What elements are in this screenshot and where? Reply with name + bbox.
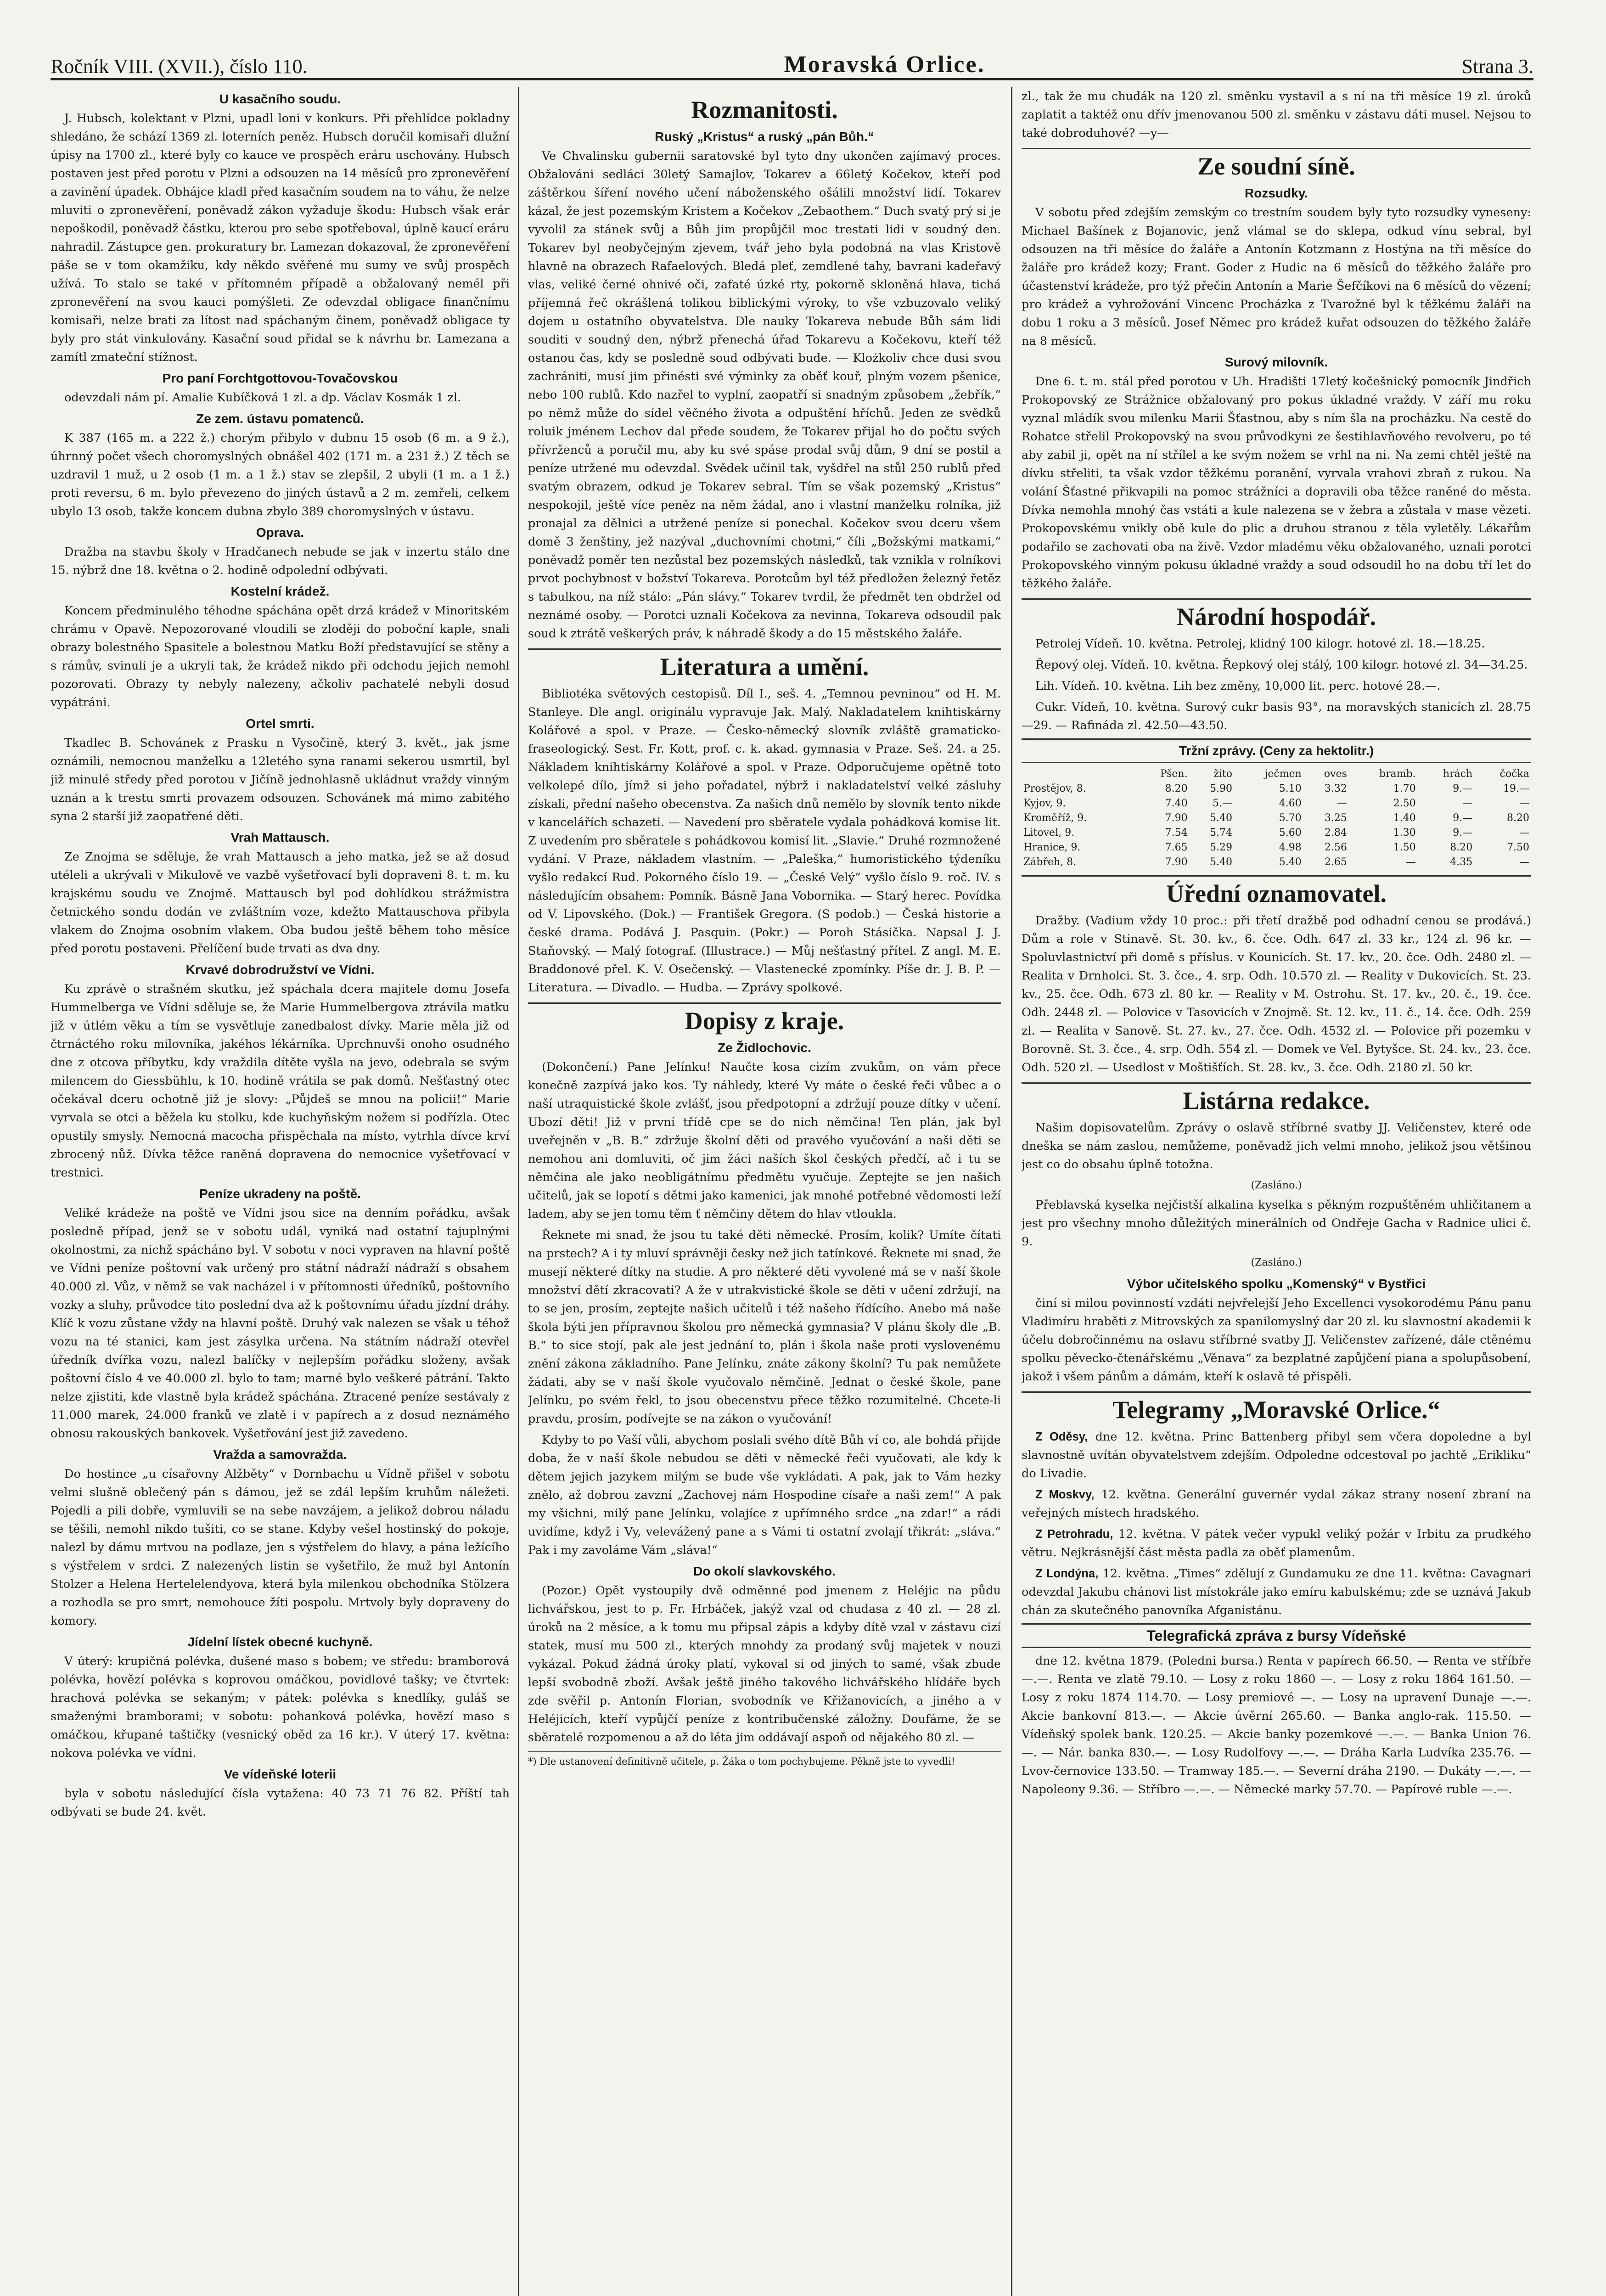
- market-column-header: [1022, 767, 1136, 782]
- table-cell: 2.65: [1324, 856, 1347, 868]
- table-row: [1022, 855, 1531, 870]
- article-heading: Oprava.: [256, 525, 304, 540]
- table-cell: —: [1462, 798, 1473, 809]
- page-number: Strana 3.: [1461, 55, 1533, 78]
- section-heading: Listárna redakce.: [1022, 1082, 1531, 1115]
- market-prices-table: [1022, 767, 1531, 870]
- section-heading: Literatura a umění.: [528, 648, 1001, 681]
- table-cell: 3.25: [1324, 812, 1347, 824]
- article-body: odevzdali nám pí. Amalie Kubíčková 1 zl. a dp. Václav Kosmák 1 zl.: [64, 391, 461, 405]
- article-body: Dne 6. t. m. stál před porotou v Uh. Hradišti 17letý kočešnický pomocník Jindřich Prokopovský ze Strážnice obžalovaný pro pokus úkladné vraždy. V září mu roku vyznal mládík svou milenku Marii Šťastnou, aby s ním šla na procházku. Na cestě do Rohatce střelil Prokopovský na svou průvodkyni ze šestihlavňového revolveru, po té aby zabil ji, opět na ní střílel a ke svým nožem se vrhl na ni. Na zemi chtěl ještě na dívku střeliti, ta však vzdor těžkému poranění, vyrvala vrahovi zbraň z rukou. Na volání Šťastné přikvapili na pomoc strážníci a dopravili oba těžce raněné do města. Dívka nemohla mnohý čas vstáti a kule nalezena se v žebra a zůstala v mase vězeti. Prokopovskému vnikly obě kule do plic a druhou stranou z těla vyletěly. Lékařům podařilo se zachovati oba na živě. Vzdor mladému věku obžalovaného, uznali porotci Prokopovského vinným pokusu úkladné vraždy a soud odsoudil ho na dobu tří let do těžkého žaláře.: [1022, 375, 1531, 591]
- column-rule: [1011, 87, 1012, 2296]
- table-cell: 9.—: [1453, 812, 1473, 824]
- table-cell: 5.40: [1210, 856, 1232, 868]
- table-cell: 5.40: [1279, 856, 1302, 868]
- telegram-text: dne 12. května. Princ Battenberg přibyl sem včera dopoledne a byl slavnostně uvítán obyvatelstvem zdejším. Odpoledne odcestoval po jachtě „Erikliku“ do Livadie.: [1022, 1430, 1531, 1480]
- article-body: byla v sobotu následující čísla vytažena: 40 73 71 76 82. Příští tah odbývati se bude 24. květ.: [51, 1787, 510, 1819]
- article-heading: Pro paní Forchtgottovou-Tovačovskou: [162, 371, 398, 385]
- article-heading: Vražda a samovražda.: [213, 1447, 347, 1462]
- article-body: Ku zprávě o strašném skutku, jež spáchala dcera majitele domu Josefa Hummelberga ve Vídni sděluje se, že Marie Hummelbergova ztrávila matku již v útlém věku a tím se vysvětluje zanedbalost dívky. Marie měla již od čtrnáctého roku milovníka, jakéhos lékárníka. Uprchnuvši onoho osudného dne z otcova příbytku, kdy vraždila dítěte vyšla na jevo, odebrala se svým milencem do Giessbühlu, k 10. hodině vrátila se pak domů. Nešťastný otec očekával dceru ochotně již je slovy: „Půjdeš se mnou na policii!“ Marie vyrvala se otci a běžela ku stolku, kde kuchyňským nožem si podřízla. Otec opustily smysly. Nemocná macocha přispěchala na místo, vytrhla dívce krví zbrocený nůž. Dívka těžce raněná dopravena do nemocnice vyšetřovací v trestnici.: [51, 982, 510, 1180]
- table-cell: 5.—: [1212, 798, 1232, 809]
- telegram-origin: Z Oděsy,: [1035, 1430, 1088, 1443]
- market-column-header: ječmen: [1264, 768, 1302, 780]
- article-body: dne 12. května 1879. (Poledni bursa.) Renta v papírech 66.50. — Renta ve stříbře —.—. Renta ve zlatě 79.10. — Losy z roku 1860 —. — Losy z roku 1864 161.50. — Losy z roku 1874 114.70. — Losy premiové —. — Losy na upravení Dunaje —.—. Akcie bankovní 813.—. — Akcie úvěrní 265.60. — Banka anglo-rak. 115.50. — Vídeňský spolek bank. 120.25. — Akcie banky pozemkové —.—. — Banka Union 76.—. — Nár. banka 830.—. — Losy Rudolfovy —.—. — Dráha Karla Ludvíka 235.76. — Lvov-černovice 133.50. — Tramway 185.—. — Severní dráha 2190. — Dukáty —.—. — Napoleony 9.36. — Stříbro —.—. — Německé marky 57.70. — Papírové ruble —.—.: [1022, 1654, 1531, 1796]
- article-heading: Výbor učitelského spolku „Komenský“ v Bystřici: [1127, 1277, 1426, 1291]
- article-heading: Ve vídeňské loterii: [224, 1767, 337, 1781]
- table-row: [1022, 811, 1531, 826]
- market-column-header: hrách: [1443, 768, 1473, 780]
- table-cell: 9.—: [1453, 827, 1473, 838]
- article-heading: Kostelní krádež.: [230, 584, 330, 598]
- article-heading: Ze zem. ústavu pomatenců.: [196, 411, 364, 426]
- market-column-header: Pšen.: [1160, 768, 1188, 780]
- page-header: [51, 41, 1533, 80]
- section-heading: Telegramy „Moravské Orlice.“: [1022, 1391, 1531, 1424]
- table-cell: 4.98: [1279, 842, 1302, 853]
- telegram: [1022, 1525, 1531, 1562]
- table-row: [1022, 840, 1531, 855]
- article-body: činí si milou povinností vzdáti nejvřelejší Jeho Excellenci vysokorodému Pánu panu Vladimíru hraběti z Mitrovských za spanilomyslný dar 20 zl. ku slavnostní akademii k účelu dobročinnému na oslavu stříbrné svatby JJ. Veličenstev zařízené, dále ctěnému spolku pěvecko-čtenářskému „Věnava“ za bezplatné zapůjčení piana a spolupůsobení, jakož i všem pánům a dámám, kteří k oslavě té přispěli.: [1022, 1296, 1531, 1384]
- table-cell: 5.90: [1210, 783, 1232, 794]
- table-cell: 5.29: [1210, 842, 1232, 853]
- article-heading: Vrah Mattausch.: [230, 830, 330, 844]
- telegram-text: 12. května. „Times“ zdělují z Gundamuku ze dne 11. května: Cavagnari odevzdal Jakubu chánovi list místokrále jako emíru kabulskému; zde se uznává Jakub chán za skutečného panovníka Afganistánu.: [1022, 1567, 1531, 1617]
- article-heading: U kasačního soudu.: [219, 92, 341, 106]
- article-heading: Ruský „Kristus“ a ruský „pán Bůh.“: [655, 129, 874, 144]
- telegram-text: 12. května. V pátek večer vypukl veliký požár v Irbitu za prudkého větru. Nejkrásnější část města padla za oběť plamenům.: [1022, 1527, 1531, 1559]
- table-cell: 5.10: [1279, 783, 1302, 794]
- article-heading: Do okolí slavkovského.: [693, 1564, 836, 1578]
- table-cell: 7.90: [1165, 812, 1188, 824]
- article-heading: Ze Židlochovic.: [718, 1041, 811, 1055]
- table-cell: 8.20: [1450, 842, 1473, 853]
- article-body: Ze Znojma se sděluje, že vrah Mattausch a jeho matka, jež se až dosud utéleli a ukrývali v Mikulově ve vazbě vyšetřovací byli dopraveni 8. t. m. ku krajskému soudu ve Znojmě. Mattausch byl pod dohlídkou strážmistra četnického sondu dodán ve zvláštním voze, kdežto Mattauschova přibyla vlakem do Znojma osobním vlakem. Oba budou ještě během toho měsíce před porotu postaveni. Přelíčení bude trvati as dva dny.: [51, 850, 510, 956]
- table-cell: 7.65: [1165, 842, 1188, 853]
- table-cell: 1.30: [1393, 827, 1416, 838]
- telegram-origin: Z Londýna,: [1035, 1567, 1099, 1580]
- telegram: [1022, 1428, 1531, 1483]
- market-column-header: bramb.: [1379, 768, 1416, 780]
- article-body: Petrolej Vídeň. 10. května. Petrolej, klidný 100 kilogr. hotové zl. 18.—18.25.: [1035, 637, 1485, 651]
- article-body: V úterý: krupičná polévka, dušené maso s bobem; ve středu: bramborová polévka, hovězí polévka s koprovou omáčkou, povidlové tašky; ve čtvrtek: hrachová polévka se sekaným; v pátek: polévka s knedlíky, guláš se smaženými bramborami; v sobotu: pohanková polévka, hovězí maso s omáčkou, křupané taštičky (vesnický oběd za 16 kr.). V úterý 17. května: nokova polévka ve vídni.: [51, 1654, 510, 1760]
- column-rule: [518, 87, 519, 2296]
- table-cell: 2.50: [1393, 798, 1416, 809]
- table-cell: 2.84: [1324, 827, 1347, 838]
- article-body: Bibliotéka světových cestopisů. Díl I., seš. 4. „Temnou pevninou“ od H. M. Stanleye. Dle angl. originálu vypravuje Jak. Malý. Nakladatelem knihtiskárny Kolářové a spol. v Praze. — Česko-německý slovník zvláště gramaticko-fraseologický. Sest. Fr. Kott, prof. c. k. akad. gymnasia v Praze. Seš. 24. a 25. Nákladem knihtiskárny Kolářové a spol. v Praze. Odporučujeme opětně toto velkolepé dílo, jímž si jeho pořadatel, nýbrž i nakladatelství velké zásluhy získali, přední našeho obecenstva. Za našich dnů nemělo by slovník tento nikde v kancelářích schazeti. — Navedení pro sběratele vydala pohádková komise lit. Z uvedením pro sběratele s pohádkovou komisí lit. „Slavie.“ Druhé rozmnožené vydání. V Praze, nákladem vlastním. — „Paleška,“ humoristického týdeníku vyšlo redakcí Rud. Pokorného číslo 19. — „České Velý“ vyšlo číslo 9. roč. IV. s následujícím obsahem: Pomník. Básně Jana Vobornika. — Starý herec. Povídka od V. Lipovského. (Dok.) — František Gregora. (S podob.) — Česká historie a české drama. Podává J. Pasquin. (Pokr.) — Poroh Stásička. Napsal J. J. Staňovský. — Malý fotograf. (Illustrace.) — Můj nešťastný přítel. Z angl. M. E. Braddonové přel. K. V. Osečenský. — Vlastenecké zpomínky. Píše dr. J. B. P. — Literatura. — Divadlo. — Hudba. — Zprávy spolkové.: [528, 687, 1001, 995]
- market-column-header: žito: [1213, 768, 1232, 780]
- article-heading: Ortel smrti.: [246, 716, 314, 731]
- article-body: Cukr. Vídeň, 10. května. Surový cukr basis 93°, na moravských stanicích zl. 28.75—29. — Rafináda zl. 42.50—43.50.: [1022, 700, 1531, 732]
- table-cell: —: [1336, 798, 1347, 809]
- table-cell: 7.54: [1165, 827, 1188, 838]
- table-cell: —: [1405, 856, 1416, 868]
- issue-info: Ročník VIII. (XVII.), číslo 110.: [51, 55, 308, 78]
- masthead-title: Moravská Orlice.: [784, 51, 985, 78]
- article-heading: Peníze ukradeny na poště.: [199, 1187, 361, 1201]
- table-cell: Kroměříž, 9.: [1023, 812, 1087, 824]
- telegram: [1022, 1564, 1531, 1620]
- telegram-origin: Z Petrohradu,: [1035, 1528, 1113, 1541]
- table-cell: 7.50: [1507, 842, 1529, 853]
- table-row: [1022, 826, 1531, 840]
- market-column-header: čočka: [1499, 768, 1529, 780]
- section-heading: Telegrafická zpráva z bursy Vídeňské: [1022, 1623, 1531, 1648]
- table-cell: Zábřeh, 8.: [1023, 856, 1077, 868]
- table-cell: 1.40: [1393, 812, 1416, 824]
- table-cell: 1.70: [1393, 783, 1416, 794]
- article-body: J. Hubsch, kolektant v Plzni, upadl loni v konkurs. Při přehlídce pokladny shledáno, že schází 1369 zl. loterních peněz. Hubsch doručil komisaři dlužní úpisy na 1700 zl., které byly co kauce ve prospěch eráru uschovány. Hubsch postaven jest před porotu v Plzni a odsouzen na 14 měsíců pro zpronevěření a zavinění úpadek. Obhájce kladl před kasačním soudem na to váhu, že nelze mluviti o zpronevěření, poněvadž zákon vyžaduje škodu: Hubsch však erár nepoškodil, poněvadž částku, kterou pro sebe spotřeboval, úplně kaucí eráru nahradil. Zástupce gen. prokuratury br. Lamezan dokazoval, že zpronevěření páše se v tom okamžiku, kdy někdo svěřené mu sumy ve svůj prospěch užívá. To stalo se také v přítomném případě a obžalovaný nemél při zpronevěření na svou kauci pomýšleti. Ze odevzdal obligace finančnímu komisaři, nelze brati za lítost nad spáchaným činem, poněvadž obligace ty byly pro stát vinkulovány. Kasační soud přidal se k návrhu br. Lamezana a zamítl zmateční stížnost.: [51, 112, 510, 364]
- column-3: [1022, 87, 1531, 2296]
- column-1: [51, 87, 510, 2296]
- table-cell: Litovel, 9.: [1023, 827, 1075, 838]
- article-heading: Krvavé dobrodružství ve Vídni.: [185, 962, 375, 977]
- section-heading: Úřední oznamovatel.: [1022, 875, 1531, 908]
- article-body: zl., tak že mu chudák na 120 zl. směnku vystavil a s ní na tři měsíce 19 zl. úroků zaplatit a taktéž onu dřív jmenovanou 500 zl. směnku v zástavu dáti musel. Nejsou to také dobroduhové? —y—: [1022, 90, 1531, 140]
- table-cell: 3.32: [1324, 783, 1347, 794]
- article-body: V sobotu před zdejším zemským co trestním soudem byly tyto rozsudky vyneseny: Michael Bašínek z Bojanovic, jenž vlámal se do sklepa, odkud vínu sebral, byl odsouzen na tři měsíce do žaláře a Antonín Kotzmann z Hostýna na tři měsíce do žaláře pro krádež kozy; Frant. Goder z Hudic na 6 měsíců do těžkého žaláře pro účastenství krádeže, pro týž přečin Antonín a Marie Šefčíkovi na 6 měsíců do vězení; pro krádež a vyhrožování Vincenc Procházka z Tvarožné byl k těžkému žaláři na dobu 1 roku a 3 měsíců. Josef Němec pro krádež kuřat odsouzen do těžkého žaláře na 8 měsíců.: [1022, 206, 1531, 348]
- article-body: K 387 (165 m. a 222 ž.) chorým přibylo v dubnu 15 osob (6 m. a 9 ž.), úhrnný počet všech choromyslných obnášel 402 (171 m. a 231 ž.) Z těch se uzdravil 1 muž, u 2 osob (1 m. a 1 ž.) stav se zlepšil, 2 ubyli (1 m. a 1 ž.) proti reversu, 6 m. bylo převezeno do jiných ústavů a 2 m. zemřeli, celkem ubylo 13 osob, takže koncem dubna zbylo 389 choromyslných v ústavu.: [51, 431, 510, 518]
- table-cell: 19.—: [1503, 783, 1529, 794]
- telegram: [1022, 1486, 1531, 1522]
- table-cell: Prostějov, 8.: [1023, 783, 1086, 794]
- market-column-header: oves: [1324, 768, 1347, 780]
- article-body: Kdyby to po Vaší vůli, abychom poslali svého dítě Bůh ví co, ale bohdá přijde doba, že v naší škole nebudou se děti v německé řeči vyučovati, ale kdy k dětem jejich jazykem milým se bude vše vykládati. A pak, jak to Vám hezky znělo, až dobrou zavzní „Zachovej nám Hospodine císaře a naši zem!“ A pak my všichni, milý pane Jelínku, volajíce z upřímného srdce „na zdar!“ a rádi uvidíme, když i Vy, velevážený pane a s Vámi ti ostatní zvolají třikrát: „sláva.“ Pak i my zavoláme Vám „sláva!“: [528, 1433, 1001, 1557]
- table-cell: Kyjov, 9.: [1023, 798, 1066, 809]
- article-body: Do hostince „u císařovny Alžběty“ v Dornbachu u Vídně přišel v sobotu velmi slušně oblečený pán s dámou, jež se zdál lepším kruhům náležeti. Pojedli a pili dobře, vymluvili se na sebe navzájem, a jelikož dobrou náladu se těšili, nemohl nikdo tušiti, co se stane. Kdyby vešel hostinský do pokoje, nalezl by dámu mrtvou na podlaze, jen s výstřelem do hlavy, a pána ležícího s výstřelem v srdci. Z nalezených listin se vyšetřilo, že muž byl Antonín Stolzer a Helena Hertelelendyova, která byla milenkou obchodníka Stölzera a rozhodla se pro smrt, nemohouce žíti pospolu. Mrtvoly byly dopraveny do komory.: [51, 1467, 510, 1628]
- table-cell: —: [1519, 827, 1529, 838]
- table-cell: 8.20: [1165, 783, 1188, 794]
- table-cell: 5.40: [1210, 812, 1232, 824]
- table-cell: 7.40: [1165, 798, 1188, 809]
- table-cell: 8.20: [1507, 812, 1529, 824]
- column-2: [528, 87, 1001, 2296]
- section-heading: Ze soudní síně.: [1022, 148, 1531, 180]
- article-body: (Pozor.) Opět vystoupily dvě odměnné pod jmenem z Heléjic na půdu lichvářskou, jest to p. Fr. Hrbáček, jakýž vzal od chudasa z 40 zl. — 28 zl. úroků na 2 měsíce, a k tomu mu připsal zápis a kdyby dítě vzal v zástavu cizí statek, musí mu 500 zl., kterých mnohdy za prodaný svůj majetek v nouzi vykázal. Pokud žádná úroky platí, vykoval si od jiných to samé, však zbude lepší svobodně zboží. Avšak ještě jiného takového lichvářského hlídáře bych zde svěřil p. Antonín Florian, svobodník ve Křižanovicích, a jiného a v Heléjicích, kteří vypůjčí peníze z kontribučenské záložny. Doufáme, že se sběratelé rozpomenou a až do léta jim oddávají aspoň od nějakého 80 zl. —: [528, 1584, 1001, 1745]
- table-cell: Hranice, 9.: [1023, 842, 1081, 853]
- telegram-origin: Z Moskvy,: [1035, 1488, 1095, 1501]
- table-cell: —: [1519, 798, 1529, 809]
- table-row: [1022, 782, 1531, 796]
- section-heading: Dopisy z kraje.: [528, 1002, 1001, 1035]
- table-cell: 4.60: [1279, 798, 1302, 809]
- article-body: Ve Chvalinsku gubernii saratovské byl tyto dny ukončen zajímavý proces. Obžalováni sedláci 30letý Samajlov, Tokarev a 66letý Kočekov, kteří pod záštěrkou šíření nového učení náboženského ošálili množství lidí. Tokarev kázal, že jest pozemským Kristem a Kočekov „Zebaothem.“ Duch svatý prý si je vyvolil za stánek svůj a Bůh jim propůjčil moc trestati lidi v soudný den. Tokarev byl neobyčejným zjevem, tvář jeho byla podobná na vlas Kristově hlavně na obrazech Rafaelových. Bledá pleť, zemdlené tahy, bavrani kadeřavý vlas, veliké černé ohnivé oči, zafaté úzké rty, pokorně skloněná hlava, tichá příjemná řeč okrášlená tolikou biblickými výroky, to vše vzbuzovalo veliký dojem u ostatního obyvatelstva. Dle nauky Tokareva nebude Bůh sám lidi souditi v soudný den, nýbrž přenechá úřad Tokarevu a Kočekovu, kteří též ostanou čas, kdy se posledně soud odbývati bude. — Klożkoliv chce dusi svou zachrániti, musí jim přinésti své výminky za oběť kouř, plným vozem pšenice, nebo 100 rublů. Kdo nazřel to vyplní, zaopatří si snadným způsobem „žebřík,“ po němž může do sídel věčného života a odpuštění hříchů. Jeden ze svědků roluik jménem Lechov dal přede soudem, že Tokarev přijal ho do počtu svých přívrženců a poručil mu, aby ku své spáse prodal svůj dům, 9 dní se postil a peníze utržené mu odevzdal. Svědek učinil tak, vyšdřel na stůl 250 rublů před svatým obrazem, odkud je Tokarev sebral. Tím se však pozemský „Kristus“ nespokojil, ještě více peněz na něm žádal, ano i vlastní manželku rolníka, již pronajal za dělnici a utržené peníze si ponechal. Kočekov svou dceru všem domě 3 ženštiny, jež nazýval „duchovními chotmi,“ číli „Božskými matkami,“ poněvadž poměr ten nezůstal bez pozemských následků, tak vznikla v rolníkovi prvot pochybnost v božství Tokareva. Porotcům byl též předložen železný řetěz s tabulkou, na níž stálo: „Pán slávy.“ Tokarev tvrdil, že předmět ten obdržel od neznámé osoby. — Porotci uznali Kočekova za nevinna, Tokareva odsoudil pak soud k ztrátě veškerých práv, k náhradě škody a do 15 městského žaláře.: [528, 149, 1001, 641]
- article-body: Koncem předminulého téhodne spáchána opět drzá krádež v Minoritském chrámu v Opavě. Nepozorované vloudili se zloději do poboční kaple, snali obrazy bolestného Spasitele a bolestnou Matku Boží představující se stěny a s rámův, svinuli je a ukryli tak, že krádež nikdo při odchodu jejich nemohl pozorovati. Obrazy ty nebyly nalezeny, ačkoliv pachatelé nebyli dosud vypátráni.: [51, 604, 510, 709]
- table-cell: 5.60: [1279, 827, 1302, 838]
- table-cell: 5.70: [1279, 812, 1302, 824]
- article-heading: Rozsudky.: [1245, 186, 1308, 200]
- section-heading: Rozmanitosti.: [691, 96, 838, 124]
- table-row: [1022, 796, 1531, 811]
- article-body: Lih. Vídeň. 10. května. Lih bez změny, 10,000 lit. perc. hotové 28.—.: [1035, 679, 1441, 693]
- table-cell: —: [1519, 856, 1529, 868]
- article-body: Dražba na stavbu školy v Hradčanech nebude se jak v inzertu stálo dne 15. nýbrž dne 18. května o 2. hodině odpolední odbývati.: [51, 545, 510, 577]
- section-heading: Národní hospodář.: [1022, 598, 1531, 631]
- footnote: *) Dle ustanovení definitivně učitele, p. Žáka o tom pochybujeme. Pěkně jste to vyvedli!: [528, 1751, 1001, 1768]
- table-cell: 2.56: [1324, 842, 1347, 853]
- table-cell: 4.35: [1450, 856, 1473, 868]
- article-heading: Jídelní lístek obecné kuchyně.: [187, 1635, 373, 1649]
- telegram-text: 12. května. Generální guvernér vydal zákaz strany nosení zbraní na veřejných místech hradského.: [1022, 1488, 1531, 1520]
- zaslano-label: (Zasláno.): [1251, 1180, 1302, 1191]
- zaslano-label: (Zasláno.): [1251, 1257, 1302, 1268]
- table-cell: 5.74: [1210, 827, 1232, 838]
- article-heading: Tržní zprávy. (Ceny za hektolitr.): [1022, 738, 1531, 763]
- table-cell: 1.50: [1393, 842, 1416, 853]
- article-body: Řeknete mi snad, že jsou tu také děti německé. Prosím, kolik? Umíte čítati na prstech? A i ty mluví správněji česky než jich tatínkové. Řeknete mi snad, že musejí některé dítky na studie. A pro některé děti vyvolené má se v naší škole množství dětí zkracovati? A že v utrakvistické škole se děti v učení zdržují, na to se jen, prosím, zeptejte našich učitelů i též našeho řídícího. Anebo má naše škola býti jen přípravnou školou pro německá gymnasia? V plánu školy dle „B. B.“ to sice stojí, pak ale jest jednání to, plán i škola naše proti vyslovenému znění zákona základního. Pane Jelínku, znáte zákony školní? Tu pak nemůžete žádati, aby se v naší škole vyučovalo němčině. Jednat o české škole, pane Jelínku, po svém řekl, to jsou obecenstvu přece těžko rozumitelné. Chcete-li pravdu, prosím, podívejte se na zákon o vyučování!: [528, 1228, 1001, 1426]
- article-body: Tkadlec B. Schovánek z Prasku n Vysočině, který 3. květ., jak jsme oznámili, nemocnou manželku a 12letého syna ranami sekerou usmrtil, byl již minulé středy před porotou v Jičíně jednohlasně ukládnut vraždy vinným uznán a k trestu smrti provazem odsouzen. Schovánek má mimo zabitého syna 2 starší již zaopatřené děti.: [51, 736, 510, 823]
- article-body: (Dokončení.) Pane Jelínku! Naučte kosa cizím zvukům, on vám přece konečně zazpívá jako kos. Ty náhledy, které Vy máte o české řeči vůbec a o naší utraquistické škole zvlášť, jsou předpotopní a zdržují pouze dítky v učení. Ubozí děti! Již v první třídě cpe se do nich němčina! Ten plán, jak byl uveřejněn v „B. B.“ zdržuje školní děti od pravého vyučování a naši děti se nemohou ani domluviti, oč jim žáci naších škol českých předčí, ač i tu se němčina ale jako neobligátnímu předmětu vyučuje. Zeptejte se jen našich učitelů, jak se lopotí s dětmi jako kamenici, jak mnohé potřebné vědomosti leží ladem, aby se jen tomu těm ť němčiny dětem do hlav vtloukla.: [528, 1060, 1001, 1221]
- article-body: Veliké krádeže na poště ve Vídni jsou sice na denním pořádku, avšak posledně případ, jenž se v sobotu udál, vyniká nad ostatní tajuplnými okolnostmi, za nichž spácháno byl. V sobotu v noci vypraven na hlavní poště ve Vídni peníze poštovní vak určený pro státní nádraží nádraží s obsahem 40.000 zl. Vůz, v němž se vak nacházel i v přítomnosti úředníků, poštovního vozky a sluhy, průvodce tito poslední dva až k poštovnímu úřadu jízdní dráhy. Klíč k vozu zůstane vždy na hlavní poště. Druhý vak nalezen se však u téhož vozu na té stanici, kam jest zásylka určena. Na státním nádraží otevřel úředník dvířka vozu, nalezl balíčky v nejlepším pořádku složeny, avšak poštovní číslo 4 ve 40.000 zl. bylo to tam; marné bylo veškeré pátrání. Takto nelze zjistiti, kde vlastně byla krádež spáchána. Ztracené peníze sestávaly z 11.000 marek, 24.000 franků ve zlatě i v papírech a z dosud neznámého obnosu rakouských bankovek. Vyšetřování jest již zavedeno.: [51, 1206, 510, 1441]
- article-heading: Surový milovník.: [1224, 355, 1328, 369]
- article-body: Přeblavská kyselka nejčistší alkalina kyselka s pěkným rozpuštěném uhličitanem a jest pro všechny mnoho důležitých minerálních od Ondřeje Gacha v Radnice ulici č. 9.: [1022, 1198, 1531, 1249]
- article-body: Řepový olej. Vídeň. 10. května. Řepkový olej stálý, 100 kilogr. hotové zl. 34—34.25.: [1035, 658, 1528, 672]
- table-cell: 9.—: [1453, 783, 1473, 794]
- article-body: Našim dopisovatelům. Zprávy o oslavě stříbrné svatby JJ. Veličenstev, které ode dneška se nám zaslou, nemůžeme, poněvadž jich velmi mnoho, jelikož jsou většinou jest co do obsahu úplně totožna.: [1022, 1121, 1531, 1171]
- table-cell: 7.90: [1165, 856, 1188, 868]
- article-body: Dražby. (Vadium vždy 10 proc.: při třetí dražbě pod odhadní cenou se prodává.) Dům a role v Stinavě. St. 30. kv., 6. čce. Odh. 647 zl. 33 kr., 124 zl. 96 kr. — Spoluvlastnictví při domě s příslus. v Kounicích. St. 17. kv., 20. čce. Odh. 2480 zl. — Realita v Drnholci. St. 3. čce., 4. srp. Odh. 10.570 zl. — Reality v Dukovicích. St. 23. kv., 25. čce. Odh. 673 zl. 80 kr. — Reality v M. Ostrohu. St. 17. kv., 20. č., 19. čce. Odh. 2448 zl. — Polovice v Tasovicích v Znojmě. St. 12. kv., 11. č., 14. čce. Odh. 259 zl. — Realita v Sanově. St. 27. kv., 27. čce. Odh. 4532 zl. — Polovice při pozemku v Borovně. St. 3. čce., 4. srp. Odh. 554 zl. — Domek ve Vel. Bytyšce. St. 24. kv., 23. čce. Odh. 520 zl. — Usedlost v Moštišťích. St. 28. kv., 3. čce. Odh. 2180 zl. 50 kr.: [1022, 914, 1531, 1075]
